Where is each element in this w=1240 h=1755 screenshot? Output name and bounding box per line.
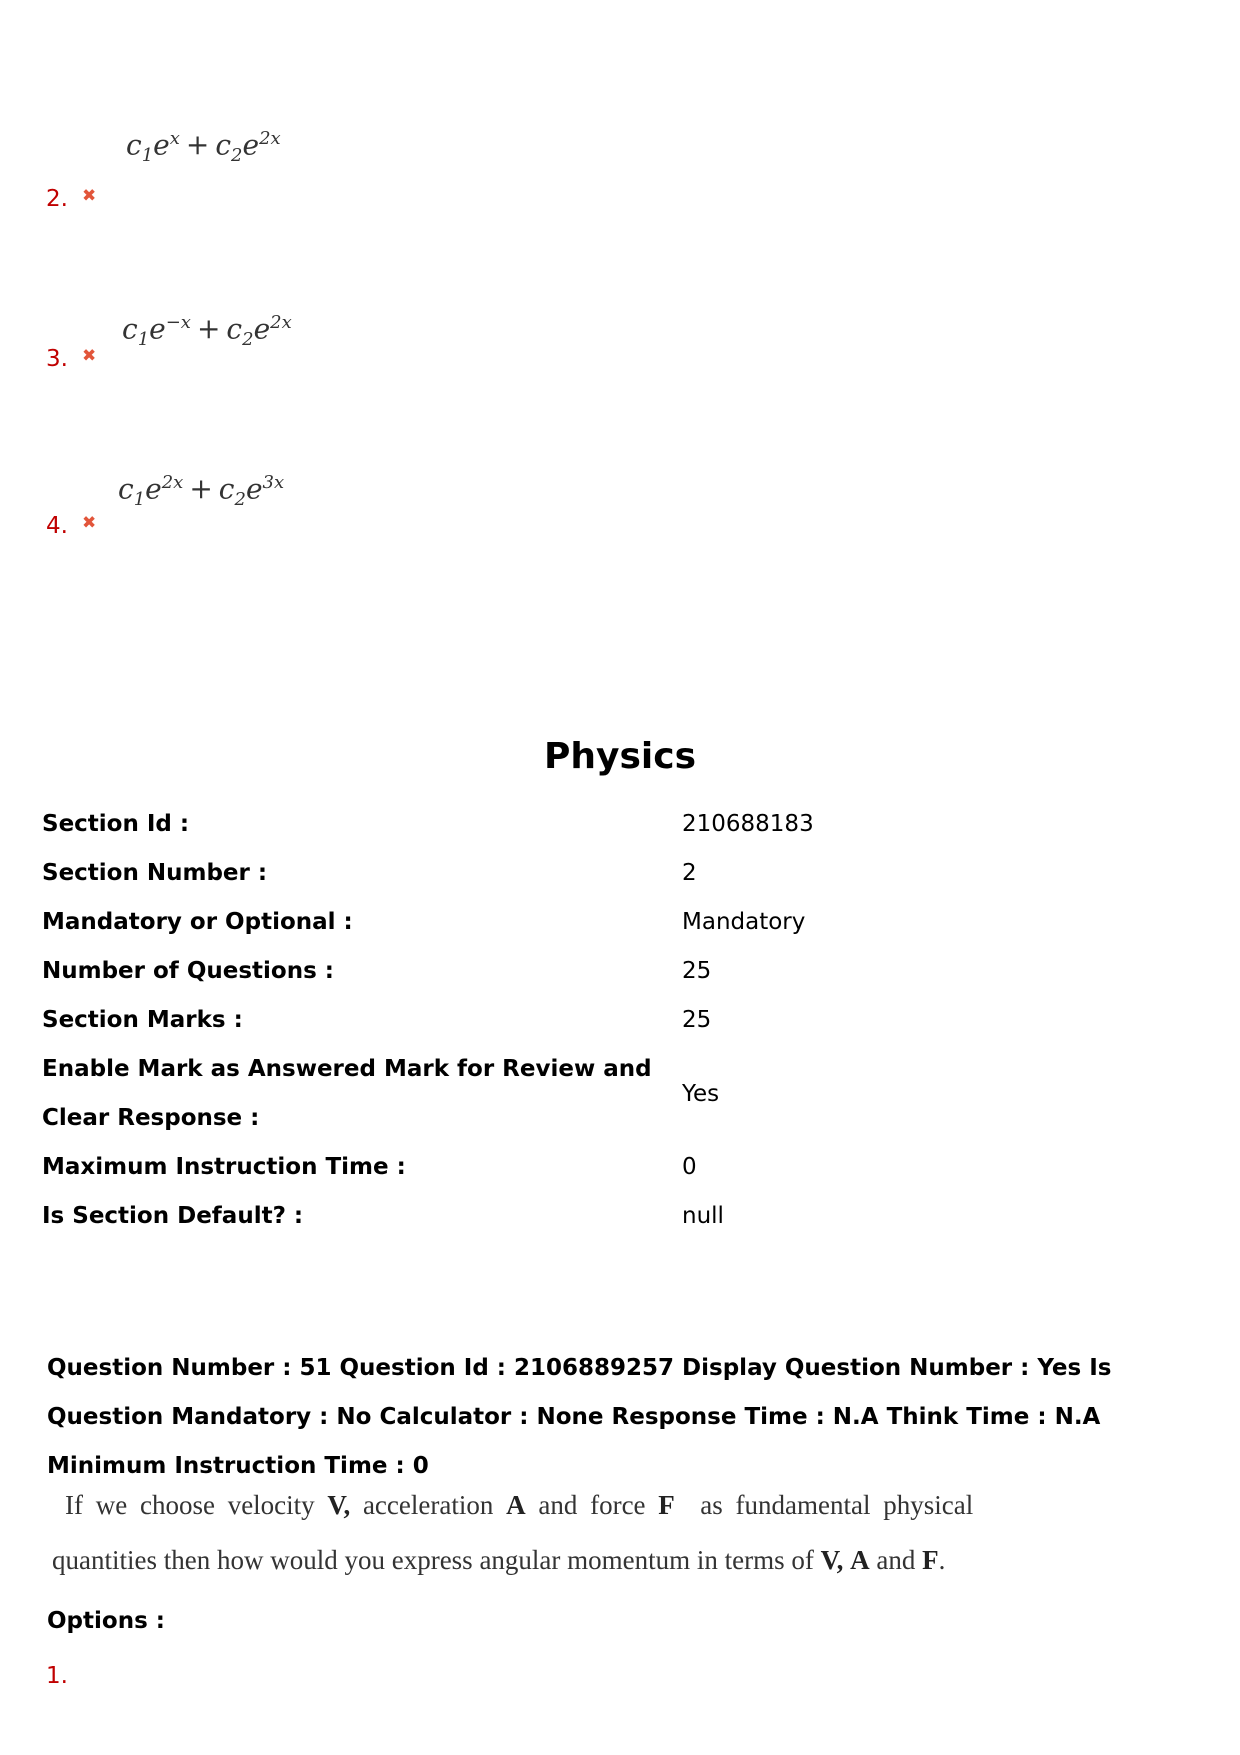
info-value: 25 bbox=[682, 1007, 712, 1033]
info-value: 25 bbox=[682, 958, 712, 984]
question-line-2: quantities then how would you express angular momentum in terms of V, A and F. bbox=[52, 1545, 946, 1575]
info-value: Yes bbox=[682, 1080, 720, 1107]
info-label: Enable Mark as Answered Mark for Review and Clear Response : bbox=[42, 1056, 652, 1131]
info-row bbox=[42, 800, 1202, 849]
info-label: Section Number : bbox=[42, 860, 268, 886]
info-row bbox=[42, 849, 1202, 898]
info-value: Mandatory bbox=[682, 909, 806, 935]
info-label: Is Section Default? : bbox=[42, 1203, 304, 1229]
info-label: Section Id : bbox=[42, 811, 190, 837]
info-label: Maximum Instruction Time : bbox=[42, 1154, 406, 1180]
options-label: Options : bbox=[47, 1608, 165, 1634]
info-row bbox=[42, 996, 1202, 1045]
option-number: 2. bbox=[46, 186, 68, 212]
info-row bbox=[42, 1192, 1202, 1241]
wrong-mark-icon: ✖ bbox=[82, 346, 97, 366]
info-label: Section Marks : bbox=[42, 1007, 243, 1033]
info-value: 2 bbox=[682, 860, 697, 886]
info-row bbox=[42, 947, 1202, 996]
option-4 bbox=[46, 513, 96, 539]
info-value: 210688183 bbox=[682, 811, 814, 837]
option-4-formula: $c_1e^{2x} + c_2e^{3x}$ bbox=[118, 472, 285, 510]
wrong-mark-icon: ✖ bbox=[82, 186, 97, 206]
option-2-formula: $c_1e^x + c_2e^{2x}$ bbox=[126, 128, 281, 166]
section-title: Physics bbox=[543, 736, 696, 777]
option-1-number: 1. bbox=[46, 1663, 68, 1689]
info-label: Mandatory or Optional : bbox=[42, 909, 353, 935]
info-row bbox=[42, 1143, 1202, 1192]
wrong-mark-icon: ✖ bbox=[82, 513, 97, 533]
info-value: null bbox=[682, 1203, 724, 1229]
option-3 bbox=[46, 346, 96, 372]
info-value: 0 bbox=[682, 1154, 697, 1180]
option-number: 3. bbox=[46, 346, 68, 372]
info-row bbox=[42, 1045, 1202, 1143]
question-line-1: If we choose velocity V, acceleration A and force F as fundamental physical bbox=[65, 1490, 974, 1520]
section-info-table bbox=[42, 800, 1202, 1241]
info-label: Number of Questions : bbox=[42, 958, 334, 984]
option-2 bbox=[46, 186, 96, 212]
info-row bbox=[42, 898, 1202, 947]
option-3-formula: $c_1e^{-x} + c_2e^{2x}$ bbox=[122, 312, 292, 350]
question-meta: Question Number : 51 Question Id : 2106889257 Display Question Number : Yes Is Question Mandatory : No Calculator : None Response Time : N.A Think Time : N.A Minimum Instruction Time : 0 bbox=[47, 1355, 1112, 1479]
option-number: 4. bbox=[46, 513, 68, 539]
